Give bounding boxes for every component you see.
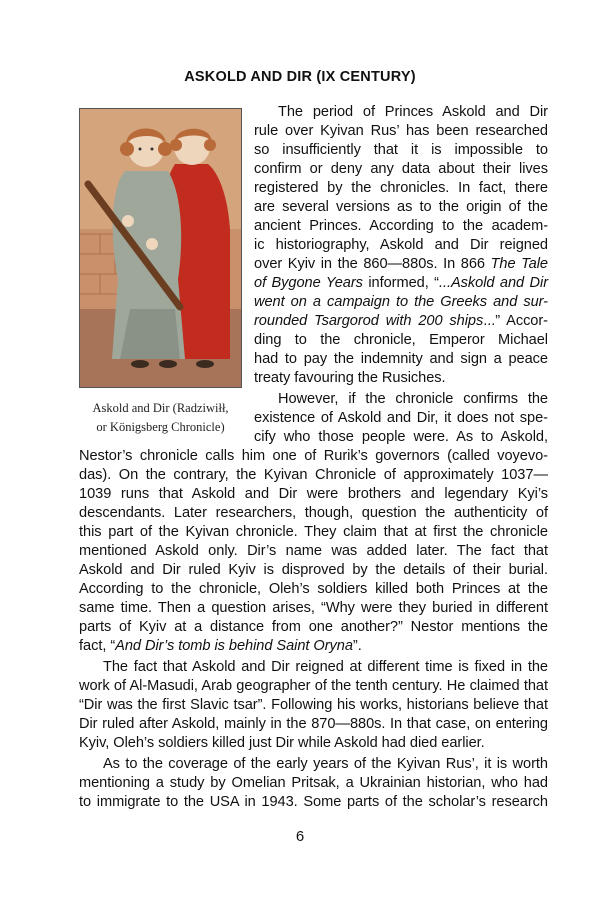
text-line: rule over Kyivan Rus’ has been researched <box>254 123 548 139</box>
text-line: “Dir was the first Slavic tsar”. Following his works, historians believe that <box>79 697 548 713</box>
text-line: As to the coverage of the early years of the Kyivan Rus’, it is worth <box>103 756 548 772</box>
text-line: of Bygone Years informed, “...Askold and Dir <box>254 275 548 291</box>
text-line: so insufficiently that it is impossible to <box>254 142 548 158</box>
chronicle-illustration <box>79 108 242 388</box>
caption-line: or Königsberg Chronicle) <box>96 420 225 434</box>
text-line: Nestor’s chronicle calls him one of Rurik’s governors (called voyevo- <box>79 448 548 464</box>
chapter-title: ASKOLD AND DIR (IX CENTURY) <box>184 69 416 85</box>
text-line: The period of Princes Askold and Dir <box>278 104 548 120</box>
text-line: parts of Kyiv at a distance from one another?” Nestor mentions the <box>79 619 548 635</box>
text-line: Askold and Dir ruled Kyiv is disproved by the details of their burial. <box>79 562 548 578</box>
text-line: over Kyiv in the 860—880s. In 866 The Tale <box>254 256 548 272</box>
text-line: 1039 runs that Askold and Dir were brothers and legendary Kyi’s <box>79 486 548 502</box>
text-line: das). On the contrary, the Kyivan Chronicle of approximately 1037— <box>79 467 548 483</box>
text-line: registered by the chronicles. In fact, there <box>254 180 548 196</box>
text-line: Kyiv, Oleh’s soldiers killed just Dir while Askold had died earlier. <box>79 735 485 751</box>
text-line: are several versions as to the origin of the <box>254 199 548 215</box>
askold-and-dir-miniature <box>80 109 241 387</box>
text-line: ding to the chronicle, Emperor Michael <box>254 332 548 348</box>
text-line: fact, “And Dir’s tomb is behind Saint Oryna”. <box>79 638 362 654</box>
illustration-caption <box>78 399 243 437</box>
text-line: this part of the Kyivan chronicle. They claim that at first the chronicle <box>79 524 548 540</box>
text-line: to immigrate to the USA in 1943. Some parts of the scholar’s research <box>79 794 548 810</box>
text-line: existence of Askold and Dir, it does not spe- <box>254 410 548 426</box>
text-line: ancient Princes. According to the academ- <box>254 218 548 234</box>
text-line: confirm or deny any data about their lives <box>254 161 548 177</box>
text-line: mentioned Askold only. Dir’s name was added later. The fact that <box>79 543 548 559</box>
page-number: 6 <box>295 828 305 845</box>
text-line: cify who those people were. As to Askold, <box>254 429 548 445</box>
text-line: same time. Then a question arises, “Why were they buried in different <box>79 600 548 616</box>
text-line: treaty favouring the Rusiches. <box>254 370 446 386</box>
text-line: Dir ruled after Askold, mainly in the 870—880s. In that case, on entering <box>79 716 548 732</box>
text-line: had to pay the indemnity and sign a peace <box>254 351 548 367</box>
text-line: rounded Tsargorod with 200 ships...” Accor- <box>254 313 548 329</box>
text-line: The fact that Askold and Dir reigned at different time is fixed in the <box>103 659 548 675</box>
text-line: descendants. Later researchers, though, question the authenticity of <box>79 505 548 521</box>
text-line: However, if the chronicle confirms the <box>278 391 548 407</box>
text-line: According to the chronicle, Oleh’s soldiers killed both Princes at the <box>79 581 548 597</box>
caption-line: Askold and Dir (Radziwiłł, <box>92 401 229 415</box>
text-line: went on a campaign to the Greeks and sur- <box>254 294 548 310</box>
text-line: ic historiography, Askold and Dir reigned <box>254 237 548 253</box>
text-line: work of Al-Masudi, Arab geographer of the tenth century. He claimed that <box>79 678 548 694</box>
text-line: mentioning a study by Omelian Pritsak, a Ukrainian historian, who had <box>79 775 548 791</box>
